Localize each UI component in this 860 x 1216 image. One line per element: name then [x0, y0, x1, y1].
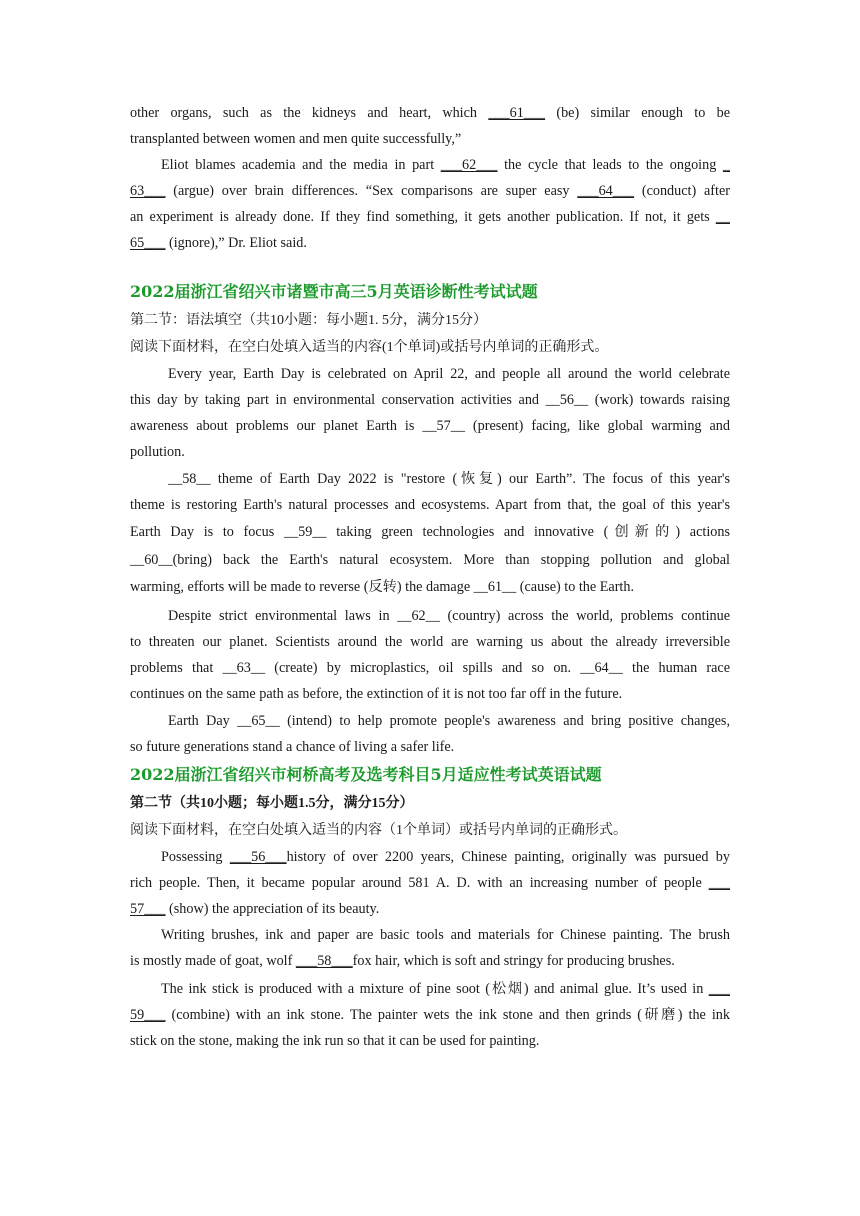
text-line: 57___ (show) the appreciation of its beauty.: [130, 901, 380, 917]
answer-blank: _: [722, 157, 730, 173]
text-line: this day by taking part in environmental conservation activities and __56__ (work) towards raising: [130, 392, 730, 408]
section-keqiao: [130, 760, 730, 1054]
answer-blank: ___58___: [295, 953, 353, 969]
answer-blank: ___: [708, 875, 730, 891]
text-line: theme is restoring Earth's natural processes and ecosystems. Apart from that, the goal of this year's: [130, 497, 730, 513]
text-line: is mostly made of goat, wolf ___58___fox hair, which is soft and stringy for producing brushes.: [130, 953, 675, 969]
text-line: other organs, such as the kidneys and heart, which ___61___ (be) similar enough to be: [130, 105, 730, 121]
text-line: problems that __63__ (create) by microplastics, oil spills and so on. __64__ the human race: [130, 660, 730, 676]
section-instruction: 阅读下面材料，在空白处填入适当的内容(1个单词)或括号内单词的正确形式。: [130, 340, 609, 355]
section-title: 2022届浙江省绍兴市柯桥高考及选考科目5月适应性考试英语试题: [130, 765, 602, 784]
section-zhuji: [130, 277, 730, 760]
text-line: Despite strict environmental laws in __62__ (country) across the world, problems continue: [168, 608, 730, 624]
passage: [130, 361, 730, 760]
answer-blank: ___: [708, 981, 730, 997]
text-line: awareness about problems our planet Earth is __57__ (present) facing, like global warming and: [130, 418, 730, 434]
text-line: transplanted between women and men quite successfully,”: [130, 131, 462, 147]
text-line: pollution.: [130, 444, 185, 460]
text-line: 65___ (ignore),” Dr. Eliot said.: [130, 235, 307, 251]
text-line: __58__ theme of Earth Day 2022 is "restore (恢复) our Earth”. The focus of this year's: [168, 471, 730, 487]
section-title: 2022届浙江省绍兴市诸暨市高三5月英语诊断性考试试题: [130, 282, 538, 301]
section-subtitle: 第二节（共10小题；每小题1.5分，满分15分）: [130, 796, 414, 811]
answer-blank: 65___: [130, 235, 166, 251]
text-line: warming, efforts will be made to reverse (反转) the damage __61__ (cause) to the Earth.: [130, 579, 635, 595]
document-page: [130, 100, 730, 1054]
text-line: Earth Day is to focus __59__ taking green technologies and innovative (创新的) actions: [130, 524, 730, 540]
text-line: 63___ (argue) over brain differences. “Sex comparisons are super easy ___64___ (conduct) after: [130, 183, 730, 199]
section-subtitle: 第二节：语法填空（共10小题：每小题1. 5分，满分15分）: [130, 313, 487, 328]
text-line: an experiment is already done. If they find something, it gets another publication. If not, it gets __: [130, 209, 730, 225]
answer-blank: ___61___: [488, 105, 546, 121]
text-line: 59___ (combine) with an ink stone. The painter wets the ink stone and then grinds (研磨) the ink: [130, 1007, 730, 1023]
section-instruction: 阅读下面材料，在空白处填入适当的内容（1个单词）或括号内单词的正确形式。: [130, 823, 627, 838]
answer-blank: 59___: [130, 1007, 166, 1023]
answer-blank: ___62___: [440, 157, 498, 173]
text-line: Eliot blames academia and the media in part ___62___ the cycle that leads to the ongoing _: [161, 157, 730, 173]
text-line: Earth Day __65__ (intend) to help promote people's awareness and bring positive changes,: [168, 713, 730, 729]
answer-blank: ___56___: [229, 849, 287, 865]
text-line: Every year, Earth Day is celebrated on April 22, and people all around the world celebrate: [168, 366, 730, 382]
passage: [130, 844, 730, 1054]
text-line: Writing brushes, ink and paper are basic tools and materials for Chinese painting. The brush: [161, 927, 730, 943]
text-line: rich people. Then, it became popular around 581 A. D. with an increasing number of people ___: [130, 875, 730, 891]
text-line: stick on the stone, making the ink run so that it can be used for painting.: [130, 1033, 540, 1049]
answer-blank: ___64___: [577, 183, 635, 199]
text-line: so future generations stand a chance of living a safer life.: [130, 739, 455, 755]
text-line: __60__(bring) back the Earth's natural ecosystem. More than stopping pollution and global: [130, 552, 730, 568]
answer-blank: __: [715, 209, 730, 225]
text-line: Possessing ___56___history of over 2200 years, Chinese painting, originally was pursued by: [161, 849, 730, 865]
text-line: to threaten our planet. Scientists around the world are warning us about the already irreversible: [130, 634, 730, 650]
answer-blank: 63___: [130, 183, 166, 199]
answer-blank: 57___: [130, 901, 166, 917]
text-line: The ink stick is produced with a mixture of pine soot (松烟) and animal glue. It’s used in ___: [161, 981, 730, 997]
passage-continuation: [130, 100, 730, 256]
text-line: continues on the same path as before, the extinction of it is not too far off in the future.: [130, 686, 623, 702]
